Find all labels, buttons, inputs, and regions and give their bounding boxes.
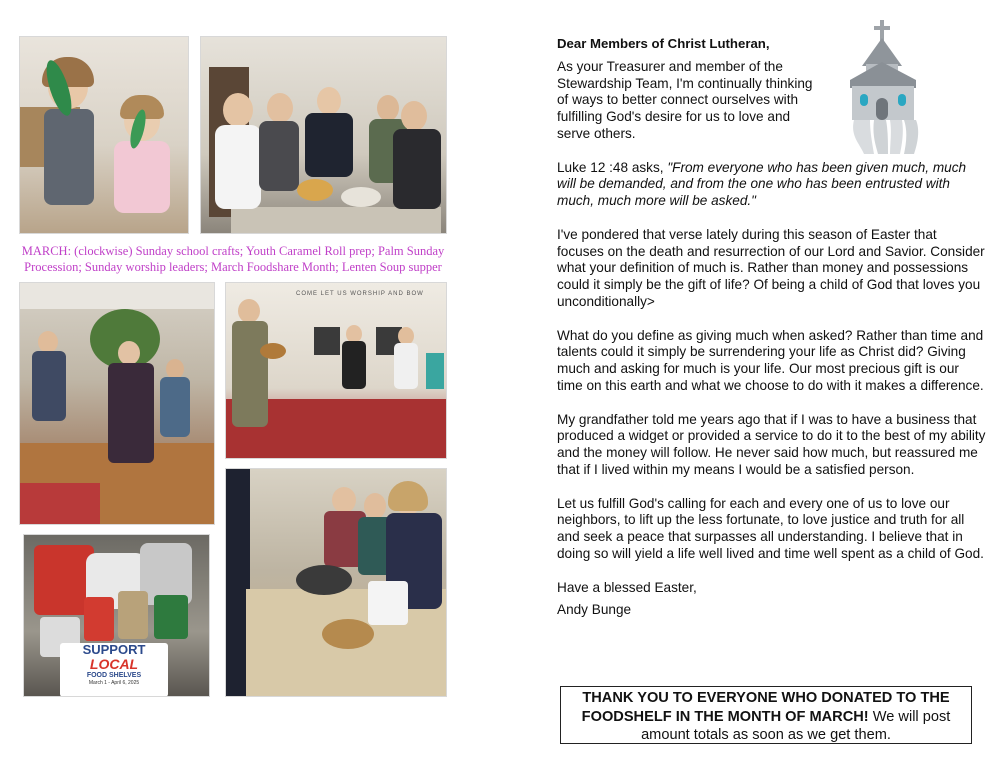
letter-paragraph-2 [557,160,987,210]
letter-paragraph-6: Let us fulfill God's calling for each and every one of us to love our neighbors, to lift up the less fortunate, to love justice and truth for all and seek a peace that surpasses all understanding. I believe that in doing so will yield a life well lived and time well spent as a child of God. [557,495,984,561]
letter-paragraph-1: As your Treasurer and member of the Stewardship Team, I'm continually thinking of ways to better connect ourselves with fulfilling God's desire for us to love and serve others. [557,58,813,141]
photo-palm-sunday-procession [19,282,215,525]
thank-you-bold-text: THANK YOU TO EVERYONE WHO DONATED TO THE FOODSHELF IN THE MONTH OF MARCH! [581,690,950,725]
photo-foodshare-basket [23,534,210,697]
thank-you-normal-text: We will post amount totals as soon as we get them. [641,708,951,743]
foodshelf-sign-dates: March 1 - April 6, 2025 [88,680,140,686]
letter-paragraph-5: My grandfather told me years ago that if I was to have a business that produced a widget or provided a service to do it to the best of my ability and the money will follow. He never said how much, but reassured me that if I lived within my means I would be a satisfied person. [557,411,986,477]
letter-greeting: Dear Members of Christ Lutheran, [557,36,770,51]
letter-paragraph-4: What do you define as giving much when asked? Rather than time and talents could it simply be surrendering your life as Christ did? Giving much and asking for much is your life. Our most precious gift is our time on this earth and what we choose to do with it makes a difference. [557,327,984,393]
thank-you-box [560,686,972,744]
photo-sunday-school-crafts [19,36,189,234]
letter-closing: Have a blessed Easter, [557,579,697,595]
foodshelf-sign [60,643,168,697]
letter-scripture-quote: "From everyone who has been given much, much will be demanded, and from the one who has been entrusted with much, much more will be asked." [557,159,967,209]
letter-paragraph-2-prefix: Luke 12 :48 asks, [557,159,668,175]
foodshelf-sign-line1: SUPPORT [82,642,146,657]
photo-worship-leaders [225,282,447,459]
letter-signature: Andy Bunge [557,602,632,618]
photo-caramel-roll-prep [200,36,447,234]
foodshelf-sign-line3: FOOD SHELVES [86,672,142,679]
worship-banner-text: COME LET US WORSHIP AND BOW [296,291,424,297]
photo-lenten-soup-supper [225,468,447,697]
letter-body [557,36,987,619]
letter-paragraph-3: I've pondered that verse lately during this season of Easter that focuses on the death and resurrection of our Lord and Savior. Consider what your definition of much is. Rather than money and possessions could it simply be the gift of life? Of being a child of God that loves you unconditionally> [557,226,985,309]
photo-caption: MARCH: (clockwise) Sunday school crafts; Youth Caramel Roll prep; Palm Sunday Procession; Sunday worship leaders; March Foodshare Month; Lenten Soup supper [21,244,445,274]
foodshelf-sign-line2: LOCAL [89,656,139,672]
